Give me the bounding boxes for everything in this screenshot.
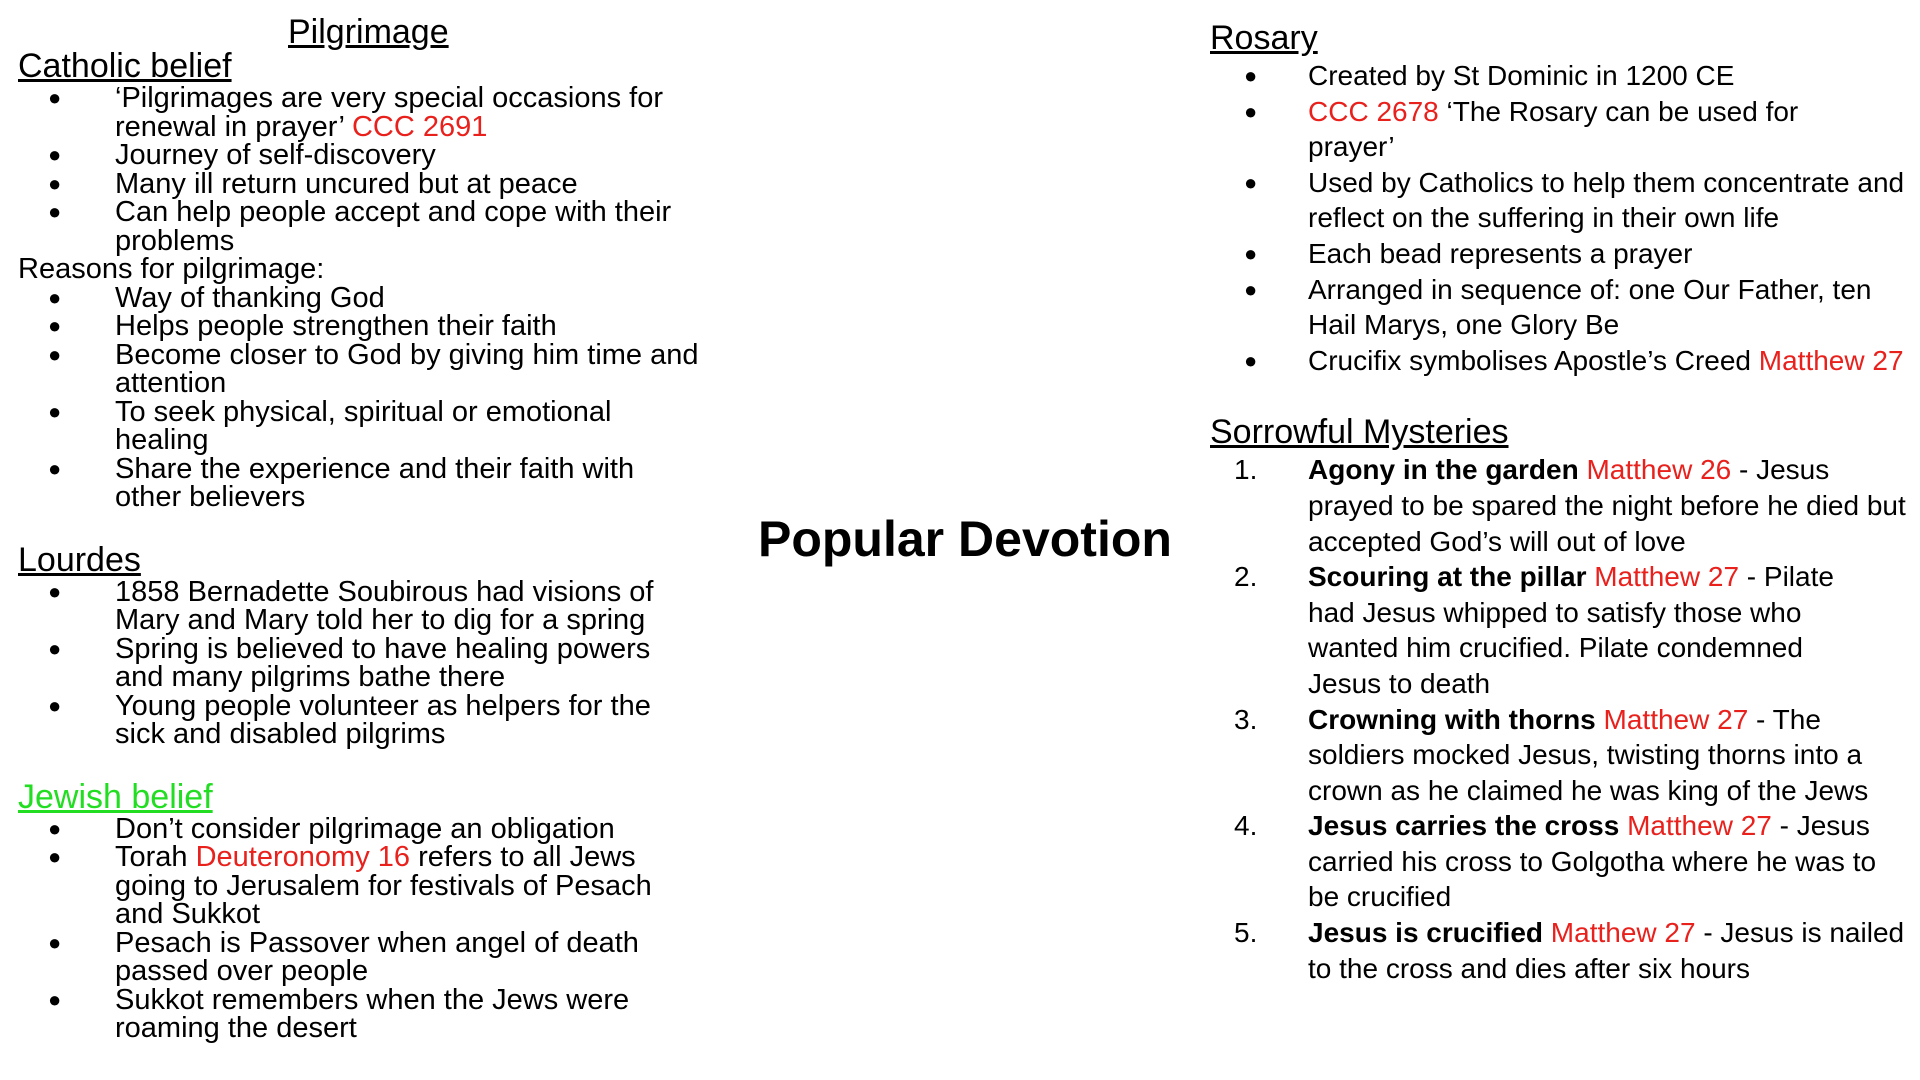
list-item: ● To seek physical, spiritual or emotional healing — [48, 395, 612, 456]
reference: CCC 2678 — [1308, 95, 1439, 127]
jewish-belief-list — [18, 812, 738, 1044]
list-item: ● Sukkot remembers when the Jews were roaming the desert — [48, 983, 630, 1044]
reference: CCC 2691 — [351, 110, 488, 143]
reference: Matthew 27 — [1627, 810, 1772, 842]
page-title: Popular Devotion — [758, 511, 1172, 567]
list-item: ● Crucifix symbolises Apostle’s Creed Matthew 27 — [1244, 344, 1904, 376]
list-item: ● Many ill return uncured but at peace — [48, 167, 578, 200]
list-item: ● 1858 Bernadette Soubirous had visions of Mary and Mary told her to dig for a spring — [48, 575, 654, 636]
list-item: ● ‘Pilgrimages are very special occasions for renewal in prayer’ CCC 2691 — [48, 82, 663, 143]
lourdes-list — [18, 575, 738, 750]
list-item: 3. Crowning with thorns Matthew 27 - The soldiers mocked Jesus, twisting thorns into a crown as he claimed he was king of the Jews — [1234, 703, 1869, 806]
left-column — [18, 0, 738, 1043]
list-item: ● Become closer to God by giving him time and attention — [48, 338, 699, 399]
reference: Deuteronomy 16 — [195, 841, 411, 873]
reasons-label: Reasons for pilgrimage: — [18, 253, 325, 285]
list-item: 5. Jesus is crucified Matthew 27 - Jesus is nailed to the cross and dies after six hours — [1234, 917, 1905, 984]
reference: Matthew 27 — [1758, 344, 1904, 376]
reference: Matthew 27 — [1594, 561, 1740, 593]
list-item: 4. Jesus carries the cross Matthew 27 - Jesus carried his cross to Golgotha where he was to be crucified — [1234, 810, 1877, 913]
catholic-belief-list — [18, 84, 738, 255]
list-item: ● Used by Catholics to help them concentrate and reflect on the suffering in their own life — [1244, 166, 1905, 234]
list-item: ● Don’t consider pilgrimage an obligation — [48, 812, 615, 845]
list-item: ● CCC 2678 ‘The Rosary can be used for prayer’ — [1244, 95, 1799, 163]
list-item: ● Pesach is Passover when angel of death passed over people — [48, 926, 639, 987]
reasons-list — [18, 281, 738, 513]
list-item: 2. Scouring at the pillar Matthew 27 - Pilate had Jesus whipped to satisfy those who wanted him crucified. Pilate condemned Jesus to death — [1234, 561, 1834, 699]
rosary-heading: Rosary — [1210, 19, 1318, 57]
list-item: ● Helps people strengthen their faith — [48, 310, 557, 342]
list-item: ● Share the experience and their faith with other believers — [48, 452, 635, 513]
right-column — [1210, 0, 1910, 986]
reference: Matthew 26 — [1586, 454, 1732, 486]
list-item: ● Journey of self-discovery — [48, 139, 436, 171]
sorrowful-mysteries-list — [1210, 452, 1910, 986]
rosary-list — [1210, 58, 1910, 378]
list-item: ● Spring is believed to have healing powers and many pilgrims bathe there — [48, 632, 651, 693]
list-item: ● Young people volunteer as helpers for the sick and disabled pilgrims — [48, 689, 651, 750]
list-item: ● Torah Deuteronomy 16 refers to all Jews going to Jerusalem for festivals of Pesach and Sukkot — [48, 841, 652, 930]
lourdes-heading: Lourdes — [18, 540, 141, 579]
reference: Matthew 27 — [1550, 917, 1696, 949]
list-item: ● Created by St Dominic in 1200 CE — [1244, 60, 1735, 91]
jewish-belief-heading: Jewish belief — [18, 777, 213, 816]
reference: Matthew 27 — [1603, 703, 1749, 735]
list-item: ● Arranged in sequence of: one Our Father, ten Hail Marys, one Glory Be — [1244, 273, 1872, 341]
list-item: 1. Agony in the garden Matthew 26 - Jesus prayed to be spared the night before he died but accepted God’s will out of love — [1234, 454, 1906, 557]
pilgrimage-heading: Pilgrimage — [288, 13, 449, 51]
sorrowful-mysteries-heading: Sorrowful Mysteries — [1210, 413, 1509, 452]
catholic-belief-heading: Catholic belief — [18, 47, 232, 85]
list-item: ● Can help people accept and cope with their problems — [48, 196, 672, 257]
list-item: ● Each bead represents a prayer — [1244, 237, 1693, 269]
list-item: ● Way of thanking God — [48, 281, 385, 314]
